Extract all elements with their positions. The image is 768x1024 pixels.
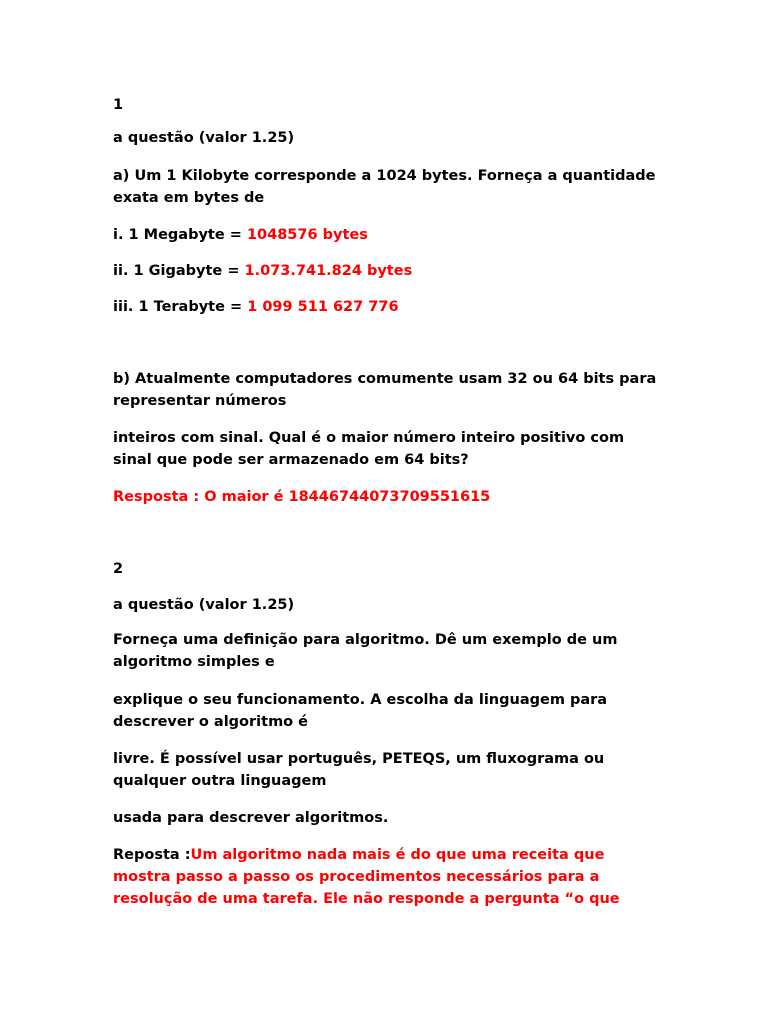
question-2-answer-line-3: resolução de uma tarefa. Ele não responde a pergunta “o que bbox=[113, 891, 620, 907]
gigabyte-line bbox=[113, 260, 412, 282]
megabyte-answer: 1048576 bytes bbox=[246, 227, 368, 243]
question-2-header: a questão (valor 1.25) bbox=[113, 597, 295, 613]
gigabyte-label: ii. 1 Gigabyte = bbox=[113, 263, 245, 279]
question-1b-line-1: b) Atualmente computadores comumente usam 32 ou 64 bits para bbox=[113, 371, 657, 387]
question-2-line-4: descrever o algoritmo é bbox=[113, 714, 309, 730]
question-1b-line-4: sinal que pode ser armazenado em 64 bits? bbox=[113, 452, 469, 468]
question-1a-prompt-line-2: exata em bytes de bbox=[113, 190, 265, 206]
question-2-line-5: livre. É possível usar português, PETEQS, um fluxograma ou bbox=[113, 751, 605, 767]
question-1-header: a questão (valor 1.25) bbox=[113, 130, 295, 146]
question-2-answer-line-1 bbox=[113, 844, 604, 866]
terabyte-label: iii. 1 Terabyte = bbox=[113, 299, 248, 315]
megabyte-line bbox=[113, 224, 368, 246]
terabyte-answer: 1 099 511 627 776 bbox=[247, 299, 399, 315]
megabyte-label: i. 1 Megabyte = bbox=[113, 227, 247, 243]
question-2-line-3: explique o seu funcionamento. A escolha da linguagem para bbox=[113, 692, 608, 708]
question-2-line-2: algoritmo simples e bbox=[113, 654, 275, 670]
question-2-line-6: qualquer outra linguagem bbox=[113, 773, 327, 789]
gigabyte-answer: 1.073.741.824 bytes bbox=[244, 263, 413, 279]
question-2-line-7: usada para descrever algoritmos. bbox=[113, 810, 389, 826]
question-1a-prompt-line-1: a) Um 1 Kilobyte corresponde a 1024 bytes. Forneça a quantidade bbox=[113, 168, 656, 184]
question-1b-line-2: representar números bbox=[113, 393, 287, 409]
question-2-answer-label: Reposta : bbox=[113, 847, 191, 863]
question-2-number: 2 bbox=[113, 561, 124, 577]
question-2-answer-text-1: Um algoritmo nada mais é do que uma receita que bbox=[190, 847, 605, 863]
terabyte-line bbox=[113, 296, 399, 318]
question-1-number: 1 bbox=[113, 97, 124, 113]
question-1b-answer: Resposta : O maior é 18446744073709551615 bbox=[113, 489, 491, 505]
question-1b-line-3: inteiros com sinal. Qual é o maior número inteiro positivo com bbox=[113, 430, 625, 446]
question-2-line-1: Forneça uma definição para algoritmo. Dê um exemplo de um bbox=[113, 632, 618, 648]
question-2-answer-line-2: mostra passo a passo os procedimentos necessários para a bbox=[113, 869, 600, 885]
